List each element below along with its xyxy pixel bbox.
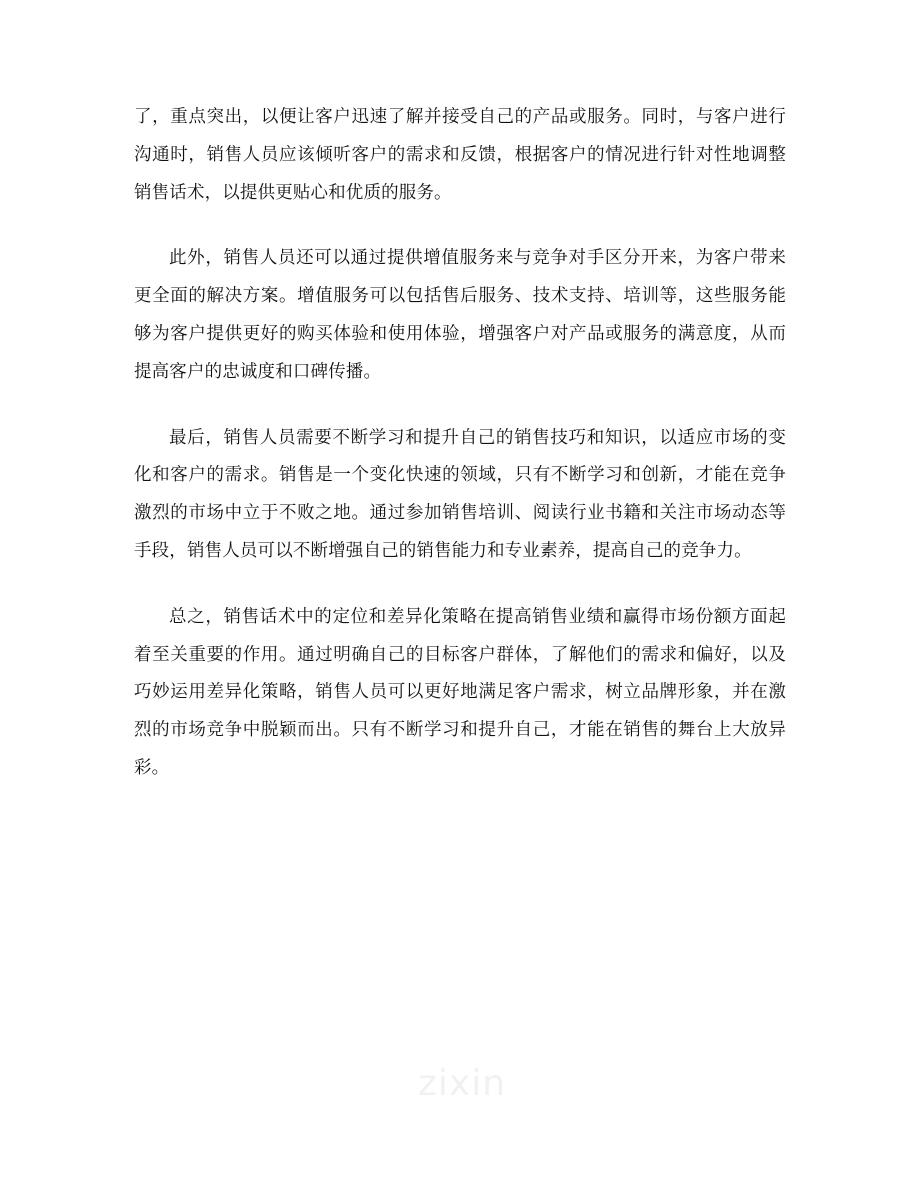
- paragraph-3: 最后，销售人员需要不断学习和提升自己的销售技巧和知识，以适应市场的变化和客户的需求。销售是一个变化快速的领域，只有不断学习和创新，才能在竞争激烈的市场中立于不败之地。通过参加销售培训、阅读行业书籍和关注市场动态等手段，销售人员可以不断增强自己的销售能力和专业素养，提高自己的竞争力。: [134, 427, 786, 561]
- paragraph-2: 此外，销售人员还可以通过提供增值服务来与竞争对手区分开来，为客户带来更全面的解决方案。增值服务可以包括售后服务、技术支持、培训等，这些服务能够为客户提供更好的购买体验和使用体验，增强客户对产品或服务的满意度，从而提高客户的忠诚度和口碑传播。: [134, 248, 786, 382]
- paragraph-4: 总之，销售话术中的定位和差异化策略在提高销售业绩和赢得市场份额方面起着至关重要的作用。通过明确自己的目标客户群体，了解他们的需求和偏好，以及巧妙运用差异化策略，销售人员可以更好地满足客户需求，树立品牌形象，并在激烈的市场竞争中脱颖而出。只有不断学习和提升自己，才能在销售的舞台上大放异彩。: [134, 606, 786, 778]
- document-body: [134, 99, 786, 816]
- watermark-logo: zixin: [417, 1063, 507, 1104]
- paragraph-1: 了，重点突出，以便让客户迅速了解并接受自己的产品或服务。同时，与客户进行沟通时，销售人员应该倾听客户的需求和反馈，根据客户的情况进行针对性地调整销售话术，以提供更贴心和优质的服务。: [134, 107, 786, 203]
